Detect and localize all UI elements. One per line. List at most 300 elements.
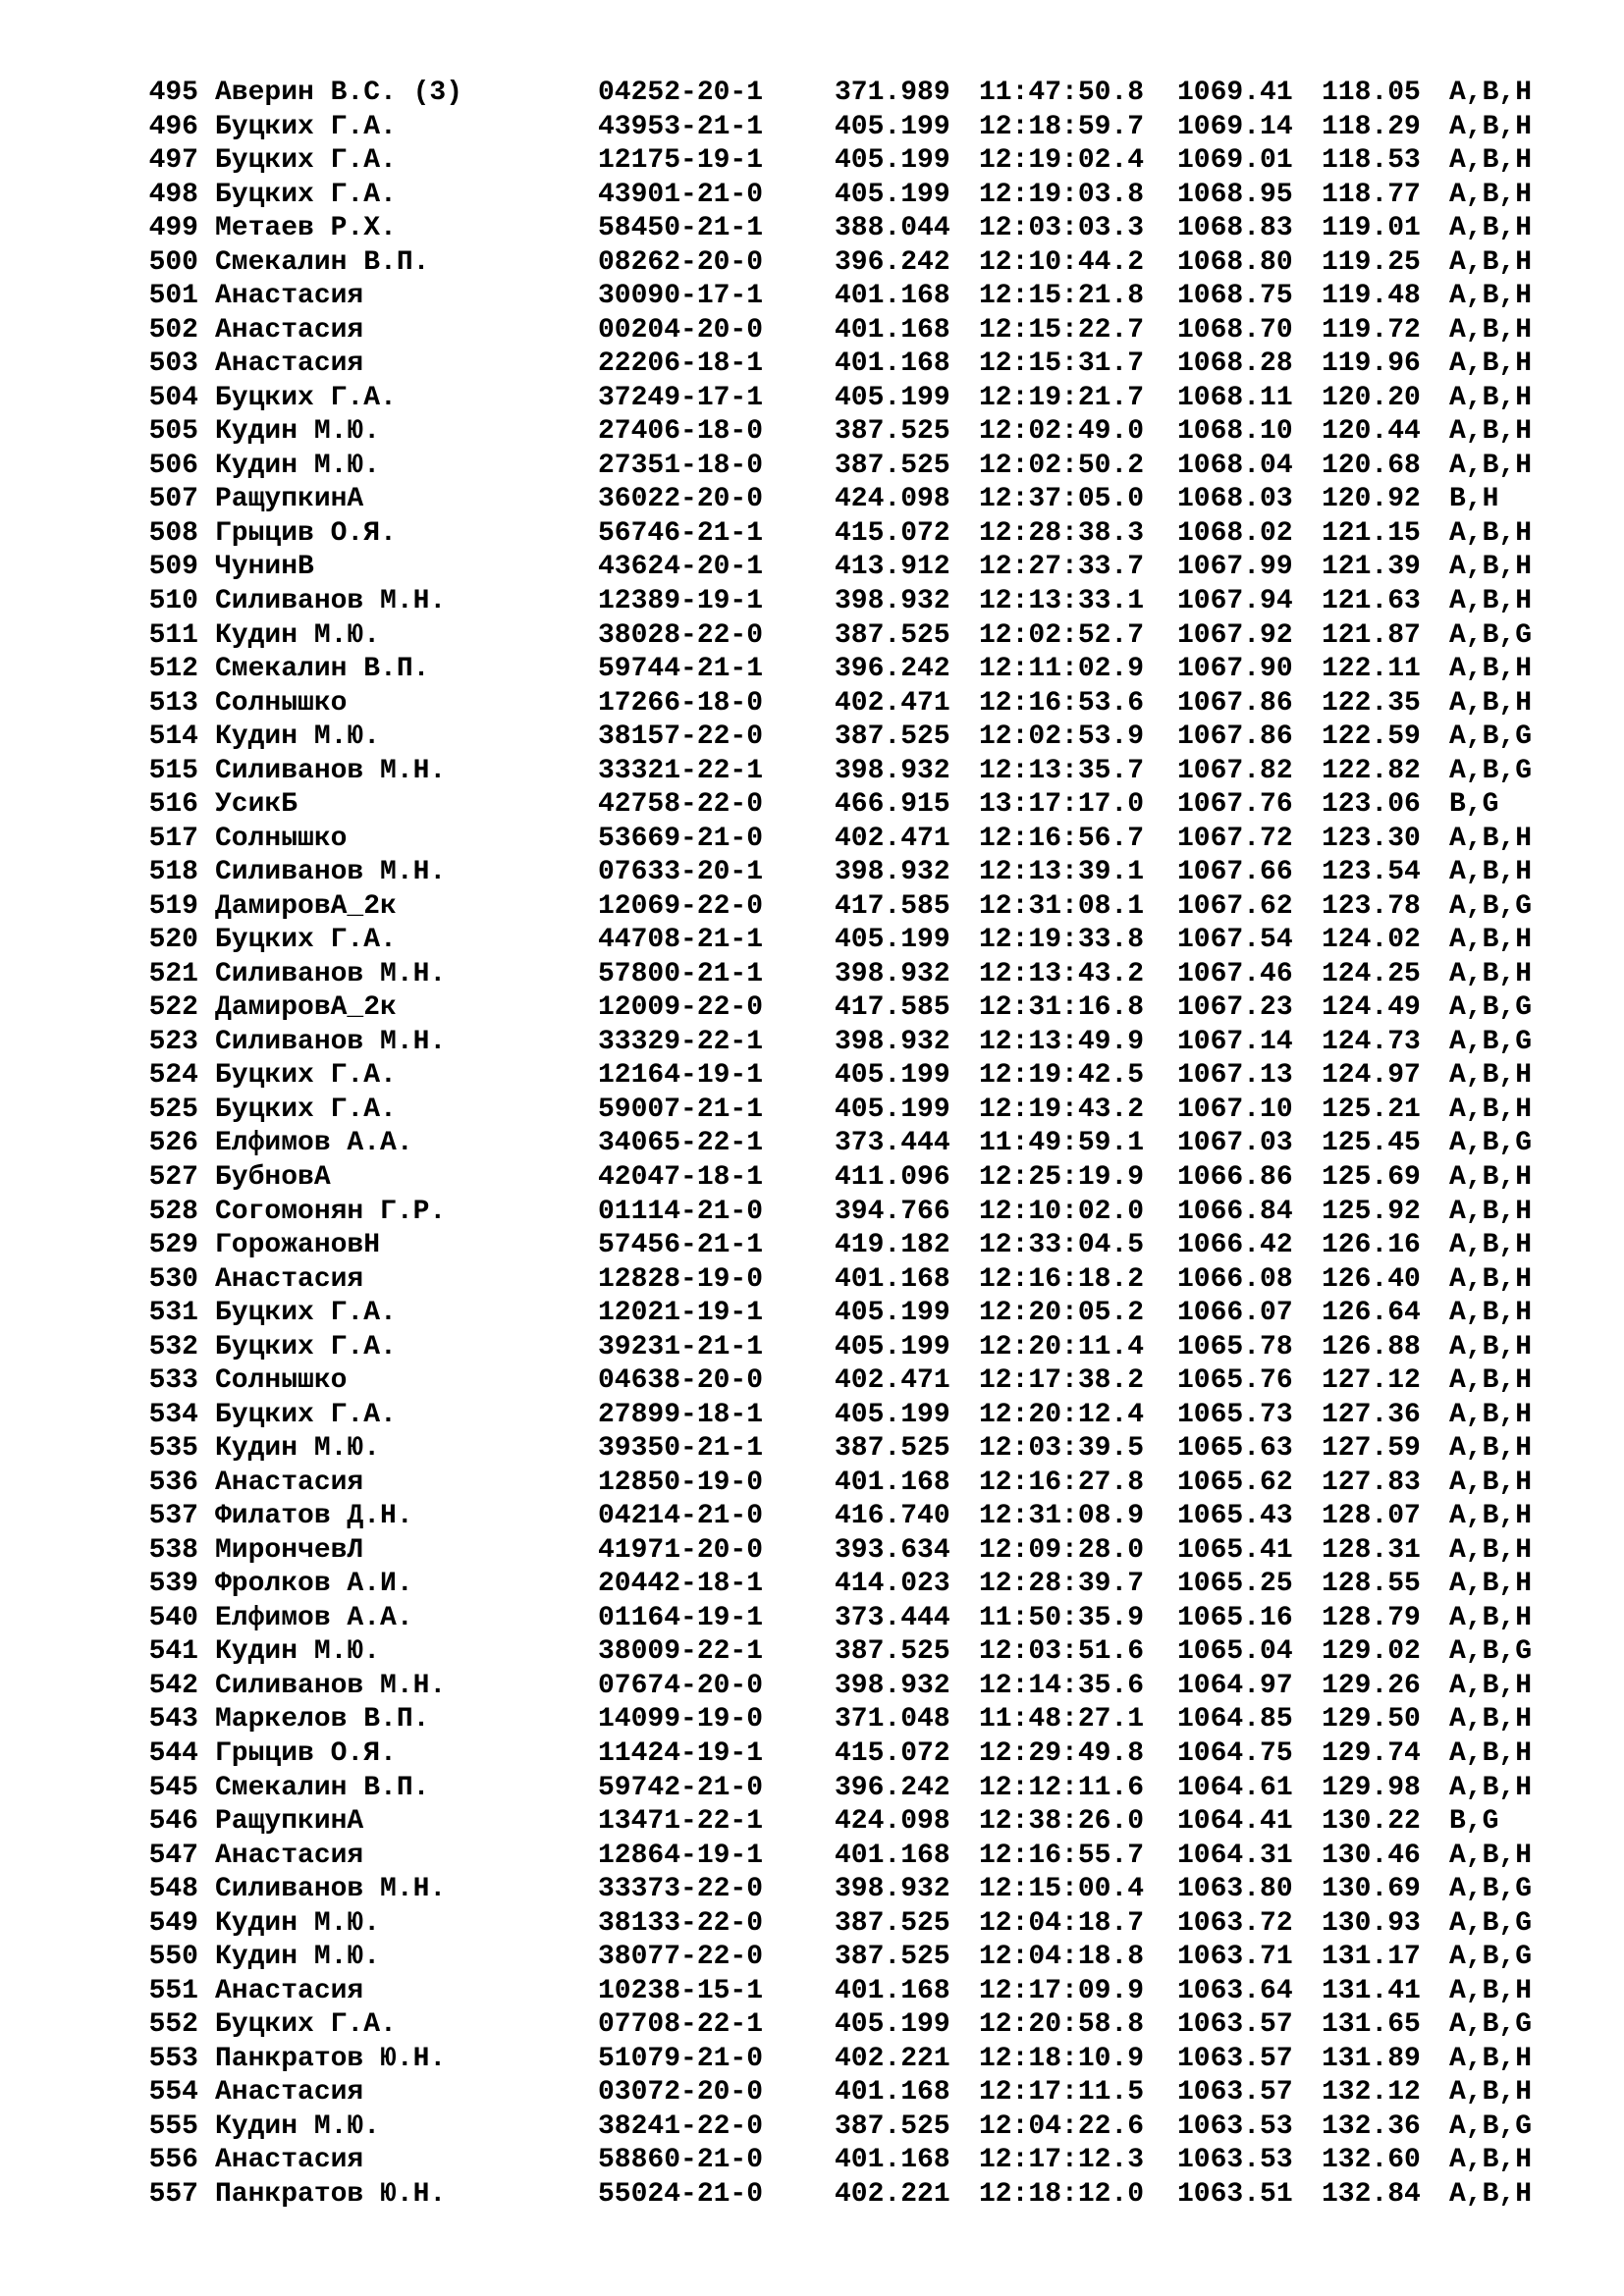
rank-cell: 543 [148,1704,198,1735]
arrival-time-cell: 12:02:50.2 [979,450,1145,481]
speed-cell: 1066.08 [1177,1263,1293,1295]
coefficient-cell: 121.39 [1322,552,1421,583]
classes-cell: A,B,H [1449,1230,1533,1260]
rank-cell: 537 [148,1501,198,1532]
name-cell: Силиванов М.Н. [215,1670,447,1701]
coefficient-cell: 126.64 [1322,1298,1421,1329]
speed-cell: 1068.80 [1177,246,1293,278]
rank-cell: 550 [148,1942,198,1973]
rank-cell: 509 [148,552,198,583]
speed-cell: 1067.86 [1177,687,1293,719]
arrival-time-cell: 12:20:05.2 [979,1298,1145,1329]
distance-cell: 401.168 [835,2145,950,2176]
arrival-time-cell: 12:20:12.4 [979,1399,1145,1430]
rank-cell: 551 [148,1975,198,2006]
ring-number-cell: 13471-22-1 [598,1806,764,1837]
distance-cell: 401.168 [835,1840,950,1871]
arrival-time-cell: 12:16:56.7 [979,823,1145,854]
classes-cell: A,B,G [1449,721,1533,753]
rank-cell: 530 [148,1263,198,1295]
coefficient-cell: 123.06 [1322,789,1421,821]
speed-cell: 1066.42 [1177,1230,1293,1260]
ring-number-cell: 38157-22-0 [598,721,764,753]
classes-cell: A,B,H [1449,1263,1533,1295]
classes-cell: A,B,H [1449,111,1533,142]
arrival-time-cell: 12:02:49.0 [979,416,1145,448]
speed-cell: 1065.04 [1177,1636,1293,1668]
classes-cell: A,B,H [1449,654,1533,684]
speed-cell: 1067.99 [1177,552,1293,583]
name-cell: Буцких Г.А. [215,1331,397,1362]
speed-cell: 1068.83 [1177,213,1293,244]
rank-cell: 504 [148,382,198,413]
name-cell: РащупкинА [215,1806,364,1837]
distance-cell: 388.044 [835,213,950,244]
rank-cell: 532 [148,1331,198,1362]
distance-cell: 405.199 [835,1298,950,1329]
name-cell: Буцких Г.А. [215,925,397,956]
rank-cell: 545 [148,1772,198,1803]
speed-cell: 1067.66 [1177,857,1293,888]
speed-cell: 1067.62 [1177,890,1293,922]
name-cell: Силиванов М.Н. [215,958,447,989]
rank-cell: 517 [148,823,198,854]
classes-cell: A,B,G [1449,1026,1533,1057]
rank-cell: 512 [148,654,198,684]
ring-number-cell: 07674-20-0 [598,1670,764,1701]
distance-cell: 398.932 [835,1874,950,1905]
coefficient-cell: 127.83 [1322,1467,1421,1498]
ring-number-cell: 12864-19-1 [598,1840,764,1871]
rank-cell: 544 [148,1738,198,1769]
coefficient-cell: 120.92 [1322,484,1421,515]
coefficient-cell: 118.05 [1322,78,1421,108]
coefficient-cell: 125.69 [1322,1162,1421,1193]
coefficient-cell: 130.22 [1322,1806,1421,1837]
coefficient-cell: 124.49 [1322,992,1421,1024]
arrival-time-cell: 12:03:51.6 [979,1636,1145,1668]
classes-cell: A,B,H [1449,1162,1533,1193]
name-cell: МирончевЛ [215,1534,364,1566]
coefficient-cell: 123.30 [1322,823,1421,854]
rank-cell: 549 [148,1907,198,1939]
arrival-time-cell: 12:31:16.8 [979,992,1145,1024]
arrival-time-cell: 12:04:18.7 [979,1907,1145,1939]
speed-cell: 1063.57 [1177,2043,1293,2074]
speed-cell: 1063.57 [1177,2009,1293,2041]
rank-cell: 513 [148,687,198,719]
speed-cell: 1067.03 [1177,1128,1293,1159]
rank-cell: 506 [148,450,198,481]
distance-cell: 405.199 [835,179,950,210]
name-cell: Анастасия [215,2077,364,2109]
arrival-time-cell: 12:11:02.9 [979,654,1145,684]
ring-number-cell: 10238-15-1 [598,1975,764,2006]
name-cell: Анастасия [215,2145,364,2176]
classes-cell: A,B,H [1449,552,1533,583]
distance-cell: 373.444 [835,1128,950,1159]
rank-cell: 525 [148,1094,198,1125]
name-cell: ЧунинВ [215,552,314,583]
name-cell: Кудин М.Ю. [215,450,381,481]
coefficient-cell: 132.36 [1322,2110,1421,2142]
arrival-time-cell: 12:19:02.4 [979,145,1145,177]
classes-cell: A,B,G [1449,1874,1533,1905]
distance-cell: 402.221 [835,2043,950,2074]
speed-cell: 1068.28 [1177,348,1293,380]
coefficient-cell: 118.53 [1322,145,1421,177]
distance-cell: 387.525 [835,450,950,481]
arrival-time-cell: 12:15:21.8 [979,281,1145,312]
distance-cell: 405.199 [835,2009,950,2041]
ring-number-cell: 12009-22-0 [598,992,764,1024]
distance-cell: 424.098 [835,1806,950,1837]
rank-cell: 557 [148,2178,198,2210]
coefficient-cell: 123.54 [1322,857,1421,888]
ring-number-cell: 59007-21-1 [598,1094,764,1125]
name-cell: Кудин М.Ю. [215,1636,381,1668]
arrival-time-cell: 12:37:05.0 [979,484,1145,515]
arrival-time-cell: 12:09:28.0 [979,1534,1145,1566]
coefficient-cell: 129.74 [1322,1738,1421,1769]
distance-cell: 402.471 [835,687,950,719]
rank-cell: 519 [148,890,198,922]
arrival-time-cell: 12:17:12.3 [979,2145,1145,2176]
name-cell: Филатов Д.Н. [215,1501,413,1532]
distance-cell: 398.932 [835,857,950,888]
ring-number-cell: 12850-19-0 [598,1467,764,1498]
name-cell: УсикБ [215,789,298,821]
coefficient-cell: 127.36 [1322,1399,1421,1430]
classes-cell: A,B,H [1449,958,1533,989]
rank-cell: 496 [148,111,198,142]
distance-cell: 387.525 [835,721,950,753]
distance-cell: 387.525 [835,1907,950,1939]
coefficient-cell: 121.63 [1322,586,1421,616]
classes-cell: A,B,H [1449,314,1533,346]
rank-cell: 521 [148,958,198,989]
name-cell: Буцких Г.А. [215,1399,397,1430]
name-cell: Кудин М.Ю. [215,619,381,651]
speed-cell: 1065.41 [1177,1534,1293,1566]
distance-cell: 387.525 [835,2110,950,2142]
coefficient-cell: 125.21 [1322,1094,1421,1125]
arrival-time-cell: 12:16:27.8 [979,1467,1145,1498]
rank-cell: 542 [148,1670,198,1701]
name-cell: ДамировА_2к [215,890,397,922]
coefficient-cell: 131.41 [1322,1975,1421,2006]
coefficient-cell: 127.12 [1322,1365,1421,1397]
name-cell: Елфимов А.А. [215,1602,413,1633]
rank-cell: 552 [148,2009,198,2041]
name-cell: Анастасия [215,281,364,312]
name-cell: Кудин М.Ю. [215,2110,381,2142]
speed-cell: 1065.73 [1177,1399,1293,1430]
ring-number-cell: 22206-18-1 [598,348,764,380]
name-cell: Буцких Г.А. [215,1094,397,1125]
ring-number-cell: 38009-22-1 [598,1636,764,1668]
arrival-time-cell: 12:18:59.7 [979,111,1145,142]
name-cell: Смекалин В.П. [215,654,430,684]
ring-number-cell: 01114-21-0 [598,1196,764,1227]
coefficient-cell: 119.25 [1322,246,1421,278]
speed-cell: 1069.41 [1177,78,1293,108]
rank-cell: 555 [148,2110,198,2142]
arrival-time-cell: 12:15:22.7 [979,314,1145,346]
ring-number-cell: 12069-22-0 [598,890,764,922]
coefficient-cell: 131.89 [1322,2043,1421,2074]
coefficient-cell: 125.92 [1322,1196,1421,1227]
speed-cell: 1063.72 [1177,1907,1293,1939]
distance-cell: 398.932 [835,755,950,786]
rank-cell: 526 [148,1128,198,1159]
arrival-time-cell: 12:25:19.9 [979,1162,1145,1193]
name-cell: Согомонян Г.Р. [215,1196,447,1227]
rank-cell: 534 [148,1399,198,1430]
ring-number-cell: 20442-18-1 [598,1569,764,1600]
name-cell: Панкратов Ю.Н. [215,2178,447,2210]
speed-cell: 1064.41 [1177,1806,1293,1837]
ring-number-cell: 12828-19-0 [598,1263,764,1295]
name-cell: Анастасия [215,348,364,380]
rank-cell: 515 [148,755,198,786]
name-cell: Буцких Г.А. [215,179,397,210]
name-cell: Грыцив О.Я. [215,1738,397,1769]
ring-number-cell: 12021-19-1 [598,1298,764,1329]
name-cell: Анастасия [215,1840,364,1871]
distance-cell: 413.912 [835,552,950,583]
classes-cell: A,B,G [1449,1636,1533,1668]
distance-cell: 398.932 [835,1026,950,1057]
coefficient-cell: 128.31 [1322,1534,1421,1566]
name-cell: Буцких Г.А. [215,1060,397,1092]
arrival-time-cell: 12:19:21.7 [979,382,1145,413]
speed-cell: 1067.72 [1177,823,1293,854]
rank-cell: 554 [148,2077,198,2109]
rank-cell: 500 [148,246,198,278]
distance-cell: 402.471 [835,823,950,854]
rank-cell: 499 [148,213,198,244]
ring-number-cell: 44708-21-1 [598,925,764,956]
classes-cell: A,B,H [1449,450,1533,481]
name-cell: Смекалин В.П. [215,246,430,278]
arrival-time-cell: 12:13:39.1 [979,857,1145,888]
rank-cell: 495 [148,78,198,108]
ring-number-cell: 58450-21-1 [598,213,764,244]
classes-cell: A,B,H [1449,348,1533,380]
arrival-time-cell: 11:47:50.8 [979,78,1145,108]
name-cell: Силиванов М.Н. [215,755,447,786]
distance-cell: 401.168 [835,314,950,346]
coefficient-cell: 120.20 [1322,382,1421,413]
name-cell: Силиванов М.Н. [215,1874,447,1905]
name-cell: Буцких Г.А. [215,1298,397,1329]
arrival-time-cell: 12:20:58.8 [979,2009,1145,2041]
classes-cell: A,B,H [1449,1772,1533,1803]
arrival-time-cell: 11:48:27.1 [979,1704,1145,1735]
coefficient-cell: 121.87 [1322,619,1421,651]
name-cell: Анастасия [215,1467,364,1498]
distance-cell: 401.168 [835,2077,950,2109]
coefficient-cell: 121.15 [1322,517,1421,549]
arrival-time-cell: 12:38:26.0 [979,1806,1145,1837]
coefficient-cell: 124.97 [1322,1060,1421,1092]
classes-cell: A,B,G [1449,2110,1533,2142]
name-cell: Грыцив О.Я. [215,517,397,549]
distance-cell: 405.199 [835,1399,950,1430]
classes-cell: A,B,G [1449,1942,1533,1973]
name-cell: Смекалин В.П. [215,1772,430,1803]
ring-number-cell: 58860-21-0 [598,2145,764,2176]
classes-cell: A,B,G [1449,1907,1533,1939]
arrival-time-cell: 12:18:10.9 [979,2043,1145,2074]
arrival-time-cell: 12:19:42.5 [979,1060,1145,1092]
distance-cell: 401.168 [835,281,950,312]
speed-cell: 1067.10 [1177,1094,1293,1125]
name-cell: Кудин М.Ю. [215,416,381,448]
rank-cell: 498 [148,179,198,210]
coefficient-cell: 132.60 [1322,2145,1421,2176]
classes-cell: A,B,H [1449,78,1533,108]
ring-number-cell: 55024-21-0 [598,2178,764,2210]
distance-cell: 416.740 [835,1501,950,1532]
arrival-time-cell: 12:17:09.9 [979,1975,1145,2006]
speed-cell: 1065.62 [1177,1467,1293,1498]
arrival-time-cell: 12:17:11.5 [979,2077,1145,2109]
rank-cell: 531 [148,1298,198,1329]
arrival-time-cell: 12:18:12.0 [979,2178,1145,2210]
speed-cell: 1068.11 [1177,382,1293,413]
ring-number-cell: 59742-21-0 [598,1772,764,1803]
arrival-time-cell: 12:04:22.6 [979,2110,1145,2142]
speed-cell: 1067.54 [1177,925,1293,956]
coefficient-cell: 124.02 [1322,925,1421,956]
rank-cell: 541 [148,1636,198,1668]
ring-number-cell: 34065-22-1 [598,1128,764,1159]
classes-cell: A,B,H [1449,2077,1533,2109]
arrival-time-cell: 12:02:53.9 [979,721,1145,753]
classes-cell: A,B,H [1449,1569,1533,1600]
rank-cell: 522 [148,992,198,1024]
speed-cell: 1068.02 [1177,517,1293,549]
classes-cell: A,B,H [1449,1060,1533,1092]
distance-cell: 417.585 [835,992,950,1024]
rank-cell: 505 [148,416,198,448]
rank-cell: 514 [148,721,198,753]
coefficient-cell: 119.48 [1322,281,1421,312]
speed-cell: 1066.86 [1177,1162,1293,1193]
rank-cell: 546 [148,1806,198,1837]
rank-cell: 528 [148,1196,198,1227]
arrival-time-cell: 12:19:03.8 [979,179,1145,210]
classes-cell: A,B,G [1449,619,1533,651]
arrival-time-cell: 12:28:38.3 [979,517,1145,549]
classes-cell: A,B,H [1449,1467,1533,1498]
speed-cell: 1068.95 [1177,179,1293,210]
classes-cell: A,B,H [1449,145,1533,177]
ring-number-cell: 27406-18-0 [598,416,764,448]
rank-cell: 508 [148,517,198,549]
distance-cell: 398.932 [835,1670,950,1701]
distance-cell: 371.989 [835,78,950,108]
rank-cell: 497 [148,145,198,177]
speed-cell: 1063.71 [1177,1942,1293,1973]
ring-number-cell: 27899-18-1 [598,1399,764,1430]
ring-number-cell: 43953-21-1 [598,111,764,142]
classes-cell: A,B,H [1449,382,1533,413]
distance-cell: 371.048 [835,1704,950,1735]
speed-cell: 1067.90 [1177,654,1293,684]
rank-cell: 529 [148,1230,198,1260]
arrival-time-cell: 12:12:11.6 [979,1772,1145,1803]
arrival-time-cell: 12:03:03.3 [979,213,1145,244]
speed-cell: 1068.75 [1177,281,1293,312]
speed-cell: 1067.76 [1177,789,1293,821]
arrival-time-cell: 12:20:11.4 [979,1331,1145,1362]
rank-cell: 540 [148,1602,198,1633]
ring-number-cell: 57800-21-1 [598,958,764,989]
name-cell: РащупкинА [215,484,364,515]
distance-cell: 415.072 [835,517,950,549]
arrival-time-cell: 12:19:43.2 [979,1094,1145,1125]
coefficient-cell: 122.59 [1322,721,1421,753]
coefficient-cell: 119.01 [1322,213,1421,244]
coefficient-cell: 118.29 [1322,111,1421,142]
coefficient-cell: 122.35 [1322,687,1421,719]
distance-cell: 393.634 [835,1534,950,1566]
arrival-time-cell: 13:17:17.0 [979,789,1145,821]
name-cell: Буцких Г.А. [215,382,397,413]
ring-number-cell: 04638-20-0 [598,1365,764,1397]
ring-number-cell: 30090-17-1 [598,281,764,312]
distance-cell: 405.199 [835,111,950,142]
classes-cell: A,B,H [1449,416,1533,448]
coefficient-cell: 118.77 [1322,179,1421,210]
ring-number-cell: 33321-22-1 [598,755,764,786]
classes-cell: A,B,H [1449,823,1533,854]
ring-number-cell: 04252-20-1 [598,78,764,108]
ring-number-cell: 59744-21-1 [598,654,764,684]
ring-number-cell: 37249-17-1 [598,382,764,413]
name-cell: Солнышко [215,823,348,854]
distance-cell: 394.766 [835,1196,950,1227]
arrival-time-cell: 12:04:18.8 [979,1942,1145,1973]
speed-cell: 1065.16 [1177,1602,1293,1633]
distance-cell: 405.199 [835,1060,950,1092]
coefficient-cell: 122.82 [1322,755,1421,786]
speed-cell: 1065.76 [1177,1365,1293,1397]
distance-cell: 411.096 [835,1162,950,1193]
ring-number-cell: 33329-22-1 [598,1026,764,1057]
classes-cell: A,B,H [1449,1094,1533,1125]
name-cell: Метаев Р.Х. [215,213,397,244]
classes-cell: A,B,H [1449,1738,1533,1769]
coefficient-cell: 129.02 [1322,1636,1421,1668]
rank-cell: 520 [148,925,198,956]
rank-cell: 502 [148,314,198,346]
speed-cell: 1067.92 [1177,619,1293,651]
arrival-time-cell: 12:29:49.8 [979,1738,1145,1769]
distance-cell: 405.199 [835,925,950,956]
classes-cell: B,G [1449,789,1499,821]
ring-number-cell: 38133-22-0 [598,1907,764,1939]
coefficient-cell: 128.07 [1322,1501,1421,1532]
name-cell: Буцких Г.А. [215,111,397,142]
speed-cell: 1067.82 [1177,755,1293,786]
coefficient-cell: 131.17 [1322,1942,1421,1973]
name-cell: Анастасия [215,314,364,346]
name-cell: Анастасия [215,1975,364,2006]
